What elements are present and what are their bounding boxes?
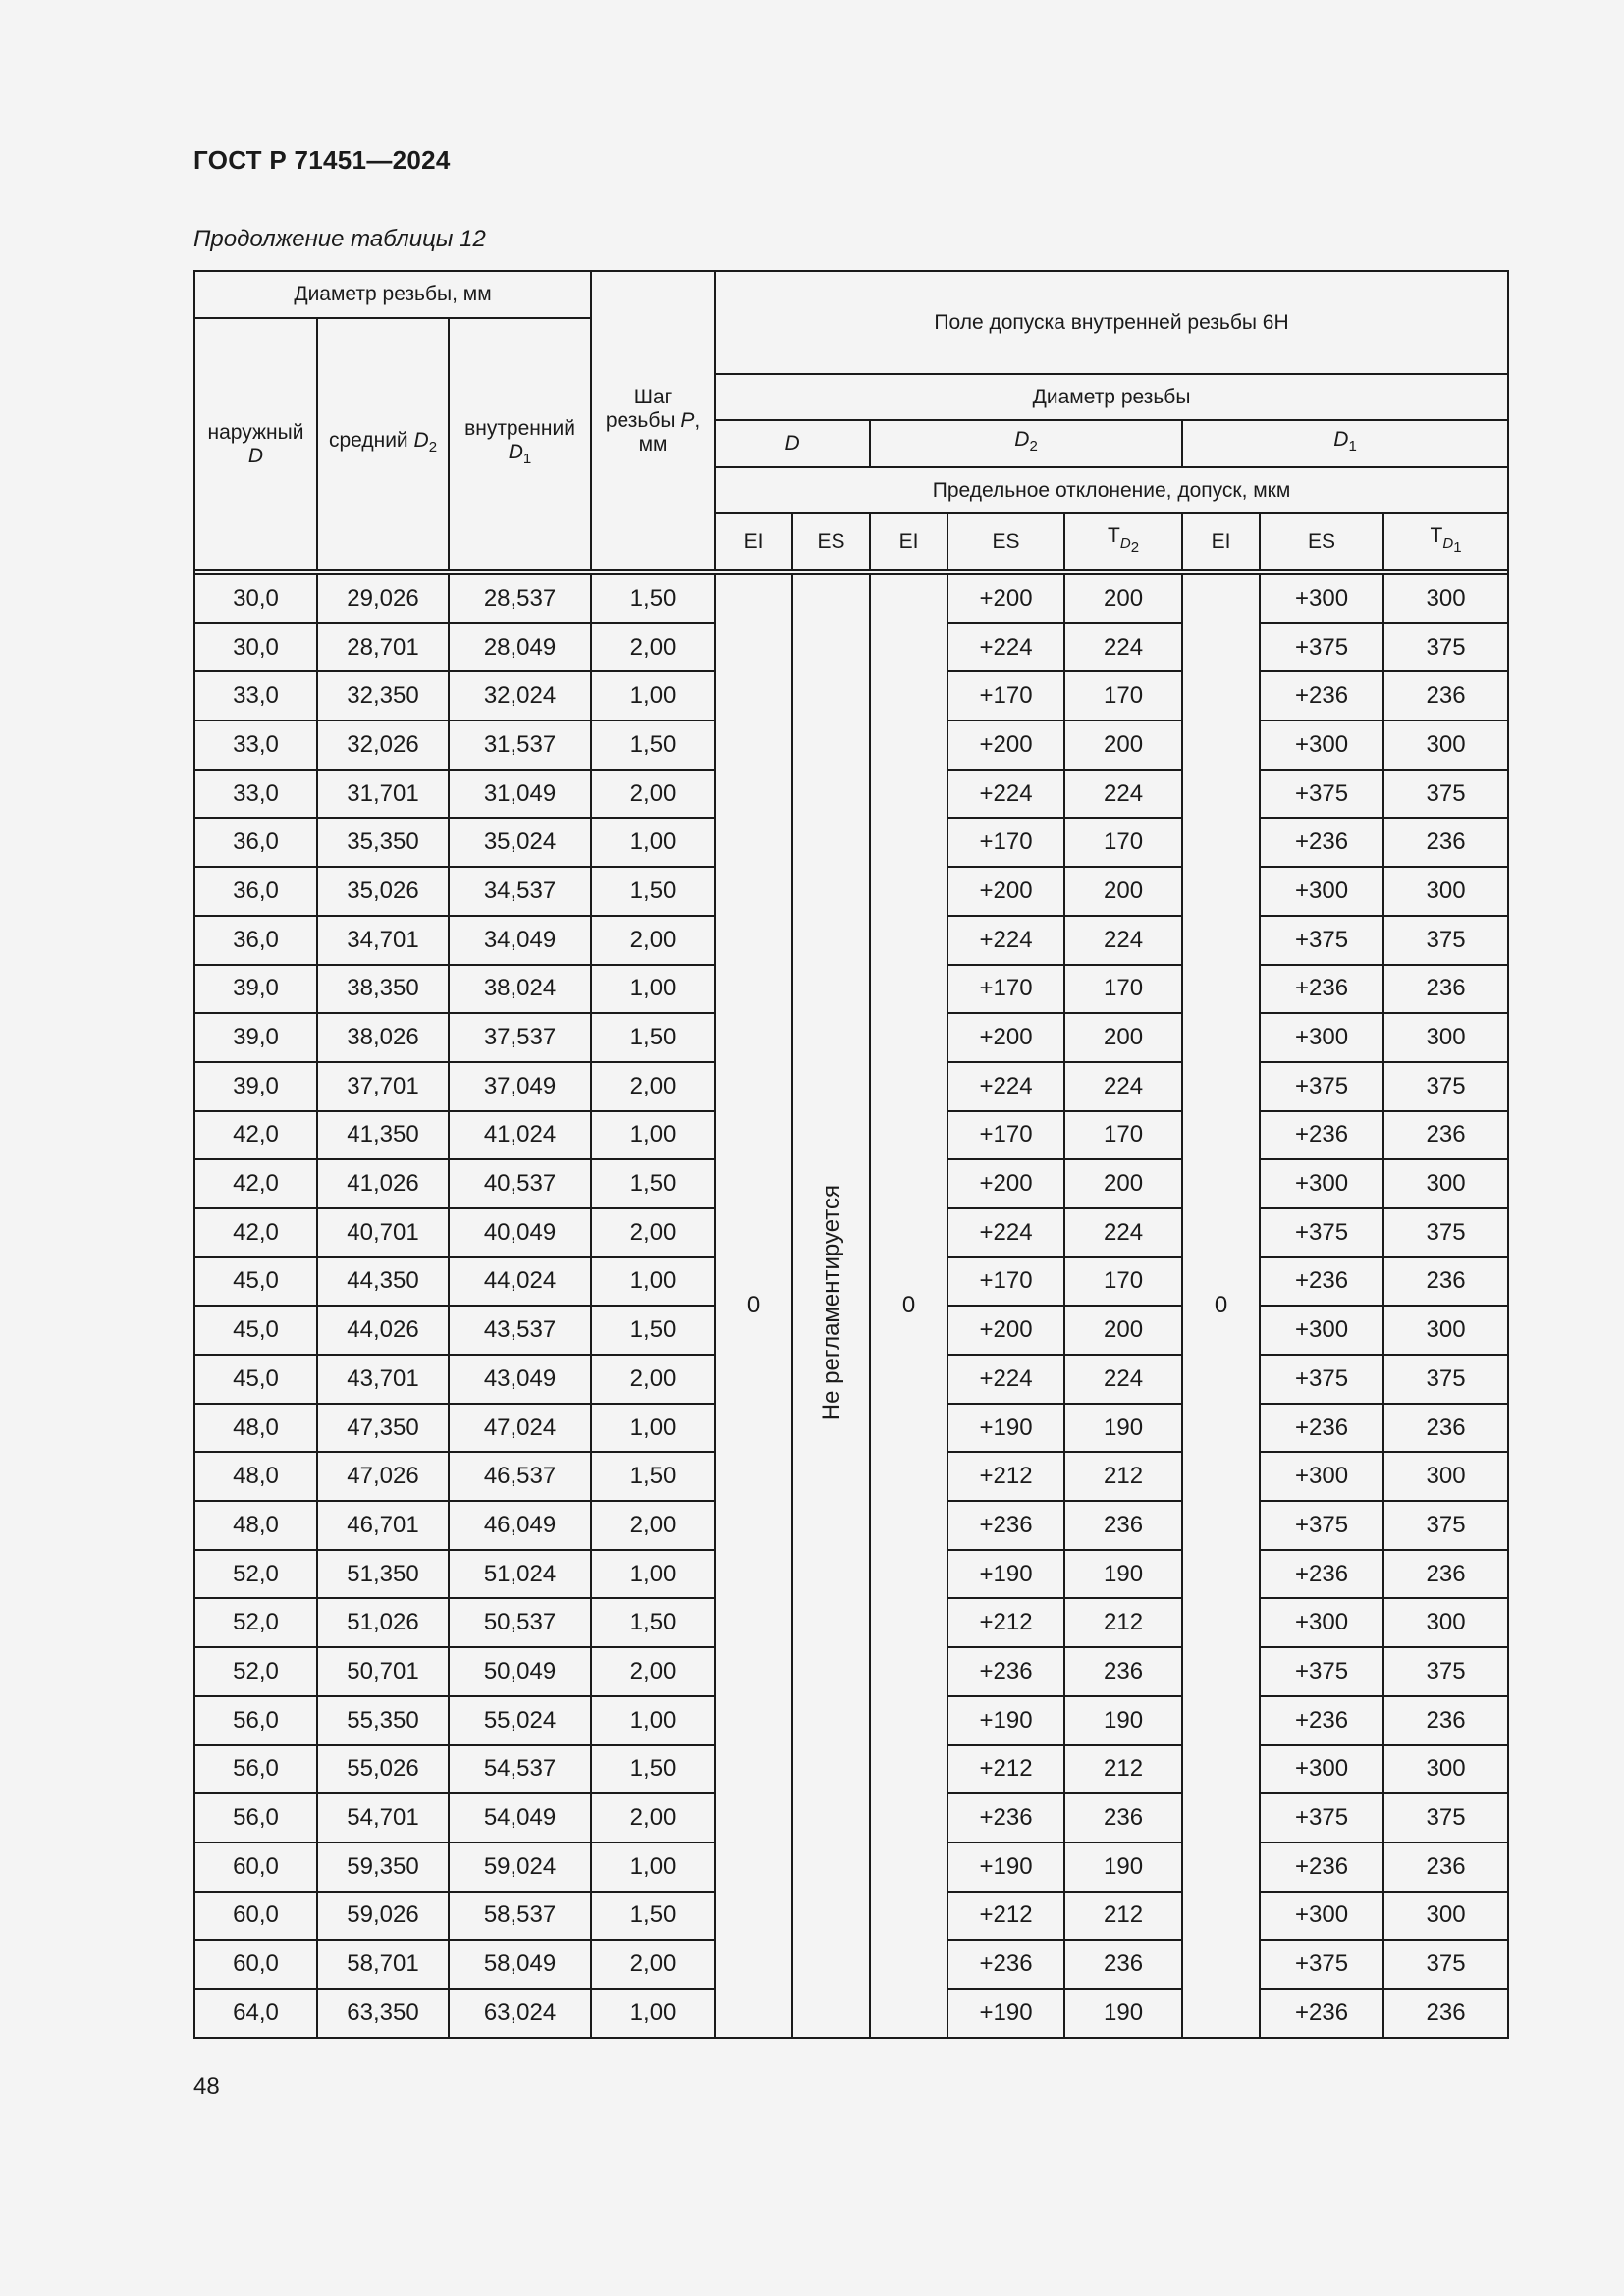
cell-TD2: 224 — [1064, 1208, 1182, 1257]
header-deviation: Предельное отклонение, допуск, мкм — [715, 467, 1508, 513]
cell-D2-EI: 0 — [870, 574, 947, 2038]
cell-TD2: 236 — [1064, 1793, 1182, 1842]
cell-outer-diameter: 56,0 — [194, 1745, 317, 1794]
cell-pitch: 2,00 — [591, 1940, 715, 1989]
cell-D2-ES: +236 — [947, 1647, 1064, 1696]
cell-TD1: 236 — [1383, 1111, 1508, 1160]
cell-pitch: 1,50 — [591, 721, 715, 770]
cell-TD2: 170 — [1064, 671, 1182, 721]
cell-D2-ES: +170 — [947, 965, 1064, 1014]
cell-TD2: 190 — [1064, 1989, 1182, 2038]
cell-TD1: 236 — [1383, 1696, 1508, 1745]
cell-D-ES-text: Не регламентируется — [817, 1184, 844, 1420]
cell-D2-ES: +190 — [947, 1404, 1064, 1453]
cell-middle-diameter: 31,701 — [317, 770, 449, 819]
cell-TD1: 375 — [1383, 1793, 1508, 1842]
cell-D2-ES: +224 — [947, 770, 1064, 819]
cell-pitch: 2,00 — [591, 1647, 715, 1696]
cell-pitch: 1,00 — [591, 1696, 715, 1745]
header-outer-diameter: наружный D — [194, 318, 317, 570]
cell-TD1: 300 — [1383, 1452, 1508, 1501]
cell-D1-ES: +375 — [1260, 1062, 1383, 1111]
cell-outer-diameter: 60,0 — [194, 1892, 317, 1941]
table-row — [194, 574, 1508, 623]
cell-outer-diameter: 60,0 — [194, 1842, 317, 1892]
cell-pitch: 2,00 — [591, 1793, 715, 1842]
cell-middle-diameter: 47,026 — [317, 1452, 449, 1501]
cell-inner-diameter: 43,049 — [449, 1355, 591, 1404]
header-pitch: Шаг резьбы P, мм — [591, 271, 715, 570]
cell-TD1: 375 — [1383, 1647, 1508, 1696]
cell-D1-ES: +236 — [1260, 1404, 1383, 1453]
cell-TD1: 236 — [1383, 1842, 1508, 1892]
cell-TD2: 200 — [1064, 1306, 1182, 1355]
cell-TD1: 236 — [1383, 965, 1508, 1014]
cell-TD2: 212 — [1064, 1598, 1182, 1647]
cell-middle-diameter: 51,350 — [317, 1550, 449, 1599]
cell-outer-diameter: 48,0 — [194, 1404, 317, 1453]
cell-middle-diameter: 51,026 — [317, 1598, 449, 1647]
cell-pitch: 2,00 — [591, 1208, 715, 1257]
cell-D2-ES: +190 — [947, 1842, 1064, 1892]
cell-D2-ES: +224 — [947, 1355, 1064, 1404]
cell-inner-diameter: 35,024 — [449, 818, 591, 867]
cell-TD2: 224 — [1064, 916, 1182, 965]
cell-middle-diameter: 38,350 — [317, 965, 449, 1014]
cell-D2-ES: +170 — [947, 1111, 1064, 1160]
cell-inner-diameter: 54,537 — [449, 1745, 591, 1794]
cell-D1-ES: +236 — [1260, 965, 1383, 1014]
cell-D2-ES: +200 — [947, 721, 1064, 770]
cell-TD1: 300 — [1383, 721, 1508, 770]
header-col-D1: $D_1$ — [1182, 420, 1508, 467]
cell-pitch: 1,50 — [591, 1745, 715, 1794]
cell-outer-diameter: 33,0 — [194, 721, 317, 770]
cell-TD2: 236 — [1064, 1940, 1182, 1989]
cell-D1-ES: +375 — [1260, 1355, 1383, 1404]
cell-TD1: 375 — [1383, 1208, 1508, 1257]
cell-D2-ES: +200 — [947, 867, 1064, 916]
cell-outer-diameter: 36,0 — [194, 867, 317, 916]
cell-middle-diameter: 35,026 — [317, 867, 449, 916]
cell-pitch: 2,00 — [591, 1062, 715, 1111]
cell-TD1: 375 — [1383, 770, 1508, 819]
cell-outer-diameter: 36,0 — [194, 818, 317, 867]
header-thread-diameter: Диаметр резьбы — [715, 374, 1508, 420]
cell-D1-ES: +375 — [1260, 916, 1383, 965]
cell-middle-diameter: 41,026 — [317, 1159, 449, 1208]
cell-D1-ES: +375 — [1260, 623, 1383, 672]
cell-D2-ES: +212 — [947, 1745, 1064, 1794]
cell-pitch: 1,00 — [591, 1111, 715, 1160]
cell-TD2: 224 — [1064, 1355, 1182, 1404]
header-col-D2: $D_2$ — [870, 420, 1182, 467]
cell-inner-diameter: 51,024 — [449, 1550, 591, 1599]
cell-D2-ES: +190 — [947, 1989, 1064, 2038]
cell-D1-ES: +375 — [1260, 1208, 1383, 1257]
cell-D2-ES: +200 — [947, 1159, 1064, 1208]
cell-D2-ES: +190 — [947, 1696, 1064, 1745]
cell-D2-ES: +190 — [947, 1550, 1064, 1599]
cell-D1-ES: +236 — [1260, 1111, 1383, 1160]
cell-outer-diameter: 39,0 — [194, 1013, 317, 1062]
cell-TD2: 224 — [1064, 770, 1182, 819]
cell-TD2: 200 — [1064, 574, 1182, 623]
header-diameter-group: Диаметр резьбы, мм — [194, 271, 591, 318]
cell-TD2: 200 — [1064, 721, 1182, 770]
header-TD1: $T_{D_1}$ — [1383, 513, 1508, 570]
cell-middle-diameter: 59,350 — [317, 1842, 449, 1892]
header-TD2: $T_{D_2}$ — [1064, 513, 1182, 570]
cell-outer-diameter: 42,0 — [194, 1159, 317, 1208]
cell-TD1: 300 — [1383, 1159, 1508, 1208]
cell-outer-diameter: 45,0 — [194, 1306, 317, 1355]
cell-TD2: 170 — [1064, 965, 1182, 1014]
cell-inner-diameter: 34,537 — [449, 867, 591, 916]
cell-outer-diameter: 52,0 — [194, 1647, 317, 1696]
cell-TD2: 224 — [1064, 1062, 1182, 1111]
cell-inner-diameter: 40,537 — [449, 1159, 591, 1208]
cell-outer-diameter: 45,0 — [194, 1355, 317, 1404]
header-D2-EI: EI — [870, 513, 947, 570]
cell-inner-diameter: 58,049 — [449, 1940, 591, 1989]
cell-inner-diameter: 38,024 — [449, 965, 591, 1014]
cell-inner-diameter: 31,049 — [449, 770, 591, 819]
cell-inner-diameter: 32,024 — [449, 671, 591, 721]
cell-outer-diameter: 30,0 — [194, 574, 317, 623]
cell-D1-ES: +300 — [1260, 1159, 1383, 1208]
cell-outer-diameter: 39,0 — [194, 965, 317, 1014]
cell-D1-ES: +300 — [1260, 1745, 1383, 1794]
cell-inner-diameter: 40,049 — [449, 1208, 591, 1257]
cell-D1-ES: +375 — [1260, 1501, 1383, 1550]
cell-D2-ES: +212 — [947, 1892, 1064, 1941]
cell-middle-diameter: 44,350 — [317, 1257, 449, 1307]
cell-TD2: 190 — [1064, 1550, 1182, 1599]
cell-D1-EI: 0 — [1182, 574, 1260, 2038]
cell-D2-ES: +236 — [947, 1940, 1064, 1989]
cell-middle-diameter: 50,701 — [317, 1647, 449, 1696]
cell-TD1: 375 — [1383, 623, 1508, 672]
cell-middle-diameter: 38,026 — [317, 1013, 449, 1062]
cell-D1-ES: +300 — [1260, 1013, 1383, 1062]
cell-D1-ES: +236 — [1260, 1989, 1383, 2038]
cell-pitch: 1,50 — [591, 867, 715, 916]
cell-middle-diameter: 28,701 — [317, 623, 449, 672]
cell-TD2: 170 — [1064, 818, 1182, 867]
cell-inner-diameter: 43,537 — [449, 1306, 591, 1355]
cell-outer-diameter: 48,0 — [194, 1452, 317, 1501]
cell-TD2: 170 — [1064, 1111, 1182, 1160]
cell-D1-ES: +236 — [1260, 1696, 1383, 1745]
cell-middle-diameter: 37,701 — [317, 1062, 449, 1111]
cell-pitch: 1,00 — [591, 1404, 715, 1453]
cell-middle-diameter: 43,701 — [317, 1355, 449, 1404]
table-caption: Продолжение таблицы 12 — [193, 226, 486, 252]
cell-TD1: 375 — [1383, 1062, 1508, 1111]
cell-inner-diameter: 50,049 — [449, 1647, 591, 1696]
cell-pitch: 1,50 — [591, 1452, 715, 1501]
cell-TD1: 236 — [1383, 818, 1508, 867]
cell-D1-ES: +300 — [1260, 1598, 1383, 1647]
cell-middle-diameter: 59,026 — [317, 1892, 449, 1941]
header-col-D: D — [715, 420, 870, 467]
cell-outer-diameter: 52,0 — [194, 1598, 317, 1647]
cell-TD2: 212 — [1064, 1452, 1182, 1501]
cell-middle-diameter: 34,701 — [317, 916, 449, 965]
cell-D1-ES: +375 — [1260, 770, 1383, 819]
cell-D2-ES: +236 — [947, 1793, 1064, 1842]
cell-TD1: 236 — [1383, 1550, 1508, 1599]
cell-D1-ES: +300 — [1260, 867, 1383, 916]
cell-TD2: 190 — [1064, 1404, 1182, 1453]
cell-pitch: 2,00 — [591, 1501, 715, 1550]
cell-D-ES — [792, 574, 870, 2038]
cell-middle-diameter: 32,026 — [317, 721, 449, 770]
cell-TD2: 224 — [1064, 623, 1182, 672]
cell-middle-diameter: 58,701 — [317, 1940, 449, 1989]
cell-outer-diameter: 39,0 — [194, 1062, 317, 1111]
cell-pitch: 1,50 — [591, 574, 715, 623]
cell-TD2: 236 — [1064, 1501, 1182, 1550]
cell-D1-ES: +375 — [1260, 1940, 1383, 1989]
header-D-EI: EI — [715, 513, 792, 570]
cell-D2-ES: +212 — [947, 1598, 1064, 1647]
cell-inner-diameter: 34,049 — [449, 916, 591, 965]
cell-inner-diameter: 58,537 — [449, 1892, 591, 1941]
cell-TD1: 300 — [1383, 1892, 1508, 1941]
table-body — [194, 574, 1508, 2038]
cell-D1-ES: +236 — [1260, 1257, 1383, 1307]
cell-D2-ES: +224 — [947, 1062, 1064, 1111]
cell-inner-diameter: 37,049 — [449, 1062, 591, 1111]
cell-middle-diameter: 55,350 — [317, 1696, 449, 1745]
cell-pitch: 1,00 — [591, 1842, 715, 1892]
cell-TD2: 170 — [1064, 1257, 1182, 1307]
cell-D1-ES: +236 — [1260, 1842, 1383, 1892]
cell-middle-diameter: 35,350 — [317, 818, 449, 867]
cell-middle-diameter: 29,026 — [317, 574, 449, 623]
cell-D1-ES: +375 — [1260, 1793, 1383, 1842]
cell-D2-ES: +224 — [947, 623, 1064, 672]
cell-outer-diameter: 36,0 — [194, 916, 317, 965]
cell-inner-diameter: 50,537 — [449, 1598, 591, 1647]
cell-TD1: 375 — [1383, 1355, 1508, 1404]
header-D2-ES: ES — [947, 513, 1064, 570]
tolerance-table — [193, 270, 1509, 2039]
cell-inner-diameter: 28,537 — [449, 574, 591, 623]
header-D1-EI: EI — [1182, 513, 1260, 570]
cell-D1-ES: +236 — [1260, 671, 1383, 721]
cell-middle-diameter: 55,026 — [317, 1745, 449, 1794]
cell-middle-diameter: 32,350 — [317, 671, 449, 721]
cell-outer-diameter: 30,0 — [194, 623, 317, 672]
cell-pitch: 1,50 — [591, 1598, 715, 1647]
cell-pitch: 1,00 — [591, 1550, 715, 1599]
cell-D1-ES: +300 — [1260, 1452, 1383, 1501]
header-D-ES: ES — [792, 513, 870, 570]
cell-pitch: 2,00 — [591, 916, 715, 965]
header-inner-diameter: внутренний $D_1$ — [449, 318, 591, 570]
cell-D2-ES: +212 — [947, 1452, 1064, 1501]
cell-outer-diameter: 64,0 — [194, 1989, 317, 2038]
cell-D2-ES: +170 — [947, 818, 1064, 867]
cell-pitch: 1,00 — [591, 818, 715, 867]
cell-outer-diameter: 56,0 — [194, 1793, 317, 1842]
cell-D2-ES: +236 — [947, 1501, 1064, 1550]
cell-pitch: 1,00 — [591, 671, 715, 721]
header-middle-diameter: средний $D_2$ — [317, 318, 449, 570]
cell-inner-diameter: 54,049 — [449, 1793, 591, 1842]
cell-TD2: 190 — [1064, 1842, 1182, 1892]
cell-pitch: 2,00 — [591, 1355, 715, 1404]
cell-D1-ES: +300 — [1260, 574, 1383, 623]
standard-title: ГОСТ Р 71451—2024 — [193, 145, 451, 175]
cell-D1-ES: +300 — [1260, 1892, 1383, 1941]
cell-TD1: 300 — [1383, 1745, 1508, 1794]
cell-TD1: 375 — [1383, 916, 1508, 965]
cell-outer-diameter: 33,0 — [194, 770, 317, 819]
cell-D-EI: 0 — [715, 574, 792, 2038]
cell-D2-ES: +200 — [947, 574, 1064, 623]
cell-D2-ES: +224 — [947, 916, 1064, 965]
cell-TD1: 300 — [1383, 1306, 1508, 1355]
cell-middle-diameter: 46,701 — [317, 1501, 449, 1550]
cell-inner-diameter: 31,537 — [449, 721, 591, 770]
cell-inner-diameter: 37,537 — [449, 1013, 591, 1062]
cell-outer-diameter: 60,0 — [194, 1940, 317, 1989]
cell-outer-diameter: 48,0 — [194, 1501, 317, 1550]
cell-inner-diameter: 41,024 — [449, 1111, 591, 1160]
cell-inner-diameter: 46,537 — [449, 1452, 591, 1501]
cell-TD2: 190 — [1064, 1696, 1182, 1745]
cell-pitch: 1,50 — [591, 1892, 715, 1941]
cell-inner-diameter: 44,024 — [449, 1257, 591, 1307]
cell-outer-diameter: 33,0 — [194, 671, 317, 721]
cell-pitch: 2,00 — [591, 770, 715, 819]
header-tolerance-field: Поле допуска внутренней резьбы 6H — [715, 271, 1508, 374]
cell-D2-ES: +200 — [947, 1013, 1064, 1062]
cell-outer-diameter: 42,0 — [194, 1111, 317, 1160]
cell-inner-diameter: 46,049 — [449, 1501, 591, 1550]
cell-outer-diameter: 56,0 — [194, 1696, 317, 1745]
cell-TD2: 212 — [1064, 1745, 1182, 1794]
cell-pitch: 1,00 — [591, 1989, 715, 2038]
header-D1-ES: ES — [1260, 513, 1383, 570]
cell-middle-diameter: 47,350 — [317, 1404, 449, 1453]
cell-pitch: 1,00 — [591, 965, 715, 1014]
cell-middle-diameter: 54,701 — [317, 1793, 449, 1842]
cell-D1-ES: +300 — [1260, 721, 1383, 770]
cell-TD1: 375 — [1383, 1501, 1508, 1550]
cell-D1-ES: +236 — [1260, 1550, 1383, 1599]
cell-middle-diameter: 41,350 — [317, 1111, 449, 1160]
cell-D2-ES: +200 — [947, 1306, 1064, 1355]
cell-middle-diameter: 63,350 — [317, 1989, 449, 2038]
cell-TD1: 236 — [1383, 1989, 1508, 2038]
cell-inner-diameter: 55,024 — [449, 1696, 591, 1745]
page-number: 48 — [193, 2073, 220, 2100]
cell-TD1: 375 — [1383, 1940, 1508, 1989]
cell-TD1: 300 — [1383, 574, 1508, 623]
cell-middle-diameter: 40,701 — [317, 1208, 449, 1257]
cell-outer-diameter: 45,0 — [194, 1257, 317, 1307]
cell-pitch: 1,50 — [591, 1159, 715, 1208]
cell-TD1: 300 — [1383, 867, 1508, 916]
cell-pitch: 1,50 — [591, 1013, 715, 1062]
cell-TD2: 200 — [1064, 1013, 1182, 1062]
cell-TD2: 236 — [1064, 1647, 1182, 1696]
cell-D1-ES: +300 — [1260, 1306, 1383, 1355]
cell-TD1: 236 — [1383, 1257, 1508, 1307]
cell-inner-diameter: 63,024 — [449, 1989, 591, 2038]
cell-D1-ES: +375 — [1260, 1647, 1383, 1696]
cell-pitch: 1,50 — [591, 1306, 715, 1355]
cell-D1-ES: +236 — [1260, 818, 1383, 867]
cell-pitch: 1,00 — [591, 1257, 715, 1307]
cell-TD2: 200 — [1064, 867, 1182, 916]
cell-middle-diameter: 44,026 — [317, 1306, 449, 1355]
cell-inner-diameter: 28,049 — [449, 623, 591, 672]
cell-TD1: 300 — [1383, 1598, 1508, 1647]
cell-pitch: 2,00 — [591, 623, 715, 672]
cell-TD2: 212 — [1064, 1892, 1182, 1941]
cell-D2-ES: +224 — [947, 1208, 1064, 1257]
cell-D2-ES: +170 — [947, 671, 1064, 721]
cell-TD1: 300 — [1383, 1013, 1508, 1062]
cell-inner-diameter: 59,024 — [449, 1842, 591, 1892]
cell-D2-ES: +170 — [947, 1257, 1064, 1307]
cell-TD1: 236 — [1383, 671, 1508, 721]
cell-TD1: 236 — [1383, 1404, 1508, 1453]
cell-outer-diameter: 52,0 — [194, 1550, 317, 1599]
cell-outer-diameter: 42,0 — [194, 1208, 317, 1257]
cell-TD2: 200 — [1064, 1159, 1182, 1208]
cell-inner-diameter: 47,024 — [449, 1404, 591, 1453]
